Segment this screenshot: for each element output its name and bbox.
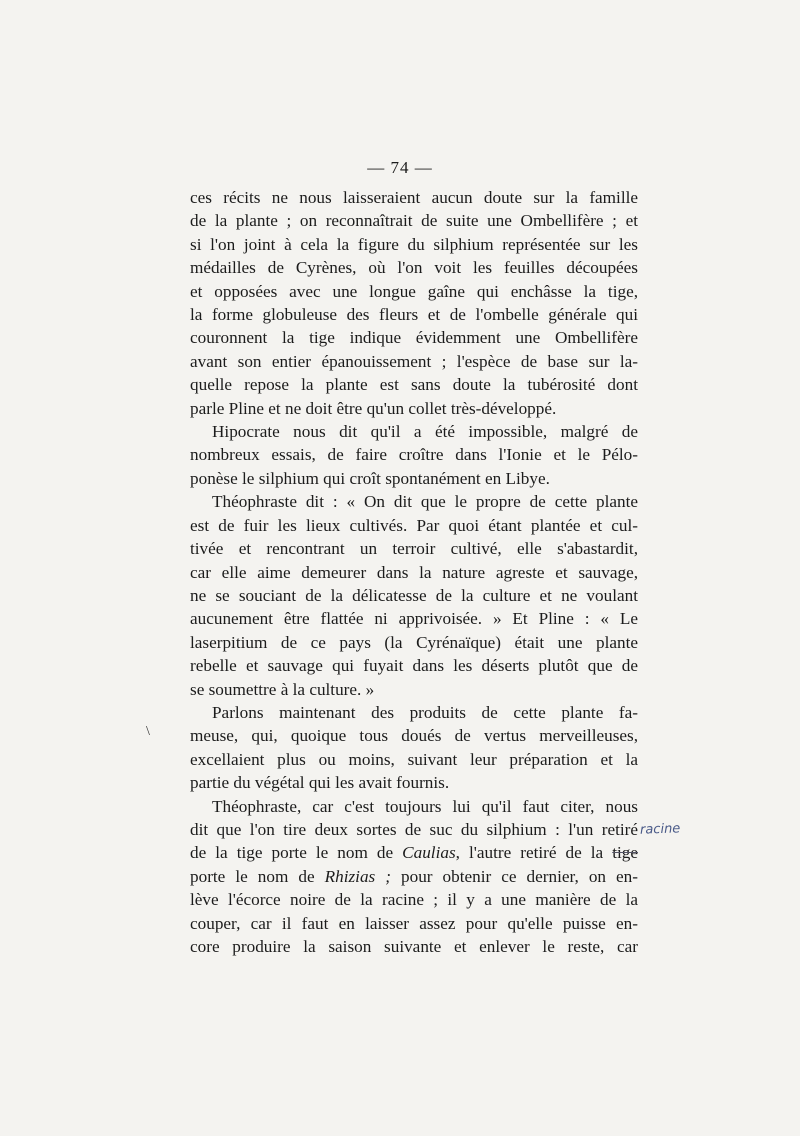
text-line: couper, car il faut en laisser assez pour qu'elle puisse en- bbox=[190, 913, 638, 933]
text-line: tivée et rencontrant un terroir cultivé, elle s'abastardit, bbox=[190, 539, 638, 559]
text-line: car elle aime demeurer dans la nature agreste et sauvage, bbox=[190, 562, 638, 582]
text-segment: porte le nom de bbox=[190, 866, 325, 886]
text-line: meuse, qui, quoique tous doués de vertus merveilleuses, bbox=[190, 726, 638, 746]
text-line: si l'on joint à cela la figure du silphium représentée sur les bbox=[190, 234, 638, 254]
text-line: rebelle et sauvage qui fuyait dans les déserts plutôt que de bbox=[190, 656, 638, 676]
text-line: Théophraste, car c'est toujours lui qu'il faut citer, nous bbox=[212, 796, 638, 816]
text-line: dit que l'on tire deux sortes de suc du silphium : l'un retiré bbox=[190, 819, 638, 839]
paragraph-5 bbox=[190, 795, 638, 959]
body-text bbox=[190, 186, 638, 958]
stray-ink-mark: \ bbox=[146, 724, 150, 739]
text-line: de la plante ; on reconnaîtrait de suite une Ombellifère ; et bbox=[190, 211, 638, 231]
struck-word-tige: tige bbox=[612, 843, 638, 863]
text-segment: de la tige porte le nom de bbox=[190, 843, 403, 863]
text-line: partie du végétal qui les avait fournis. bbox=[190, 773, 450, 793]
text-line: ne se souciant de la délicatesse de la culture et ne voulant bbox=[190, 585, 638, 605]
text-line: ponèse le silphium qui croît spontanément en Libye. bbox=[190, 468, 550, 488]
paragraph-1 bbox=[190, 186, 638, 420]
text-line: core produire la saison suivante et enlever le reste, car bbox=[190, 937, 638, 956]
text-line-caulias bbox=[190, 841, 638, 864]
term-caulias: Caulias bbox=[402, 843, 456, 863]
paragraph-2 bbox=[190, 420, 638, 490]
text-line: aucunement être flattée ni apprivoisée. » Et Pline : « Le bbox=[190, 609, 638, 629]
paragraph-3 bbox=[190, 490, 638, 701]
text-line: Parlons maintenant des produits de cette plante fa- bbox=[212, 702, 638, 722]
text-line: ces récits ne nous laisseraient aucun doute sur la famille bbox=[190, 188, 638, 207]
text-line: Hipocrate nous dit qu'il a été impossible, malgré de bbox=[212, 422, 638, 442]
text-line: est de fuir les lieux cultivés. Par quoi étant plantée et cul- bbox=[190, 515, 638, 535]
text-line: la forme globuleuse des fleurs et de l'ombelle générale qui bbox=[190, 305, 638, 325]
text-segment: , l'autre retiré de la bbox=[455, 843, 613, 863]
text-line: parle Pline et ne doit être qu'un collet très-développé. bbox=[190, 398, 557, 418]
text-line: lève l'écorce noire de la racine ; il y a une manière de la bbox=[190, 890, 638, 910]
text-line: se soumettre à la culture. » bbox=[190, 679, 375, 699]
text-line-rhizias bbox=[190, 865, 638, 888]
text-segment: pour obtenir ce dernier, on en- bbox=[390, 866, 639, 886]
term-rhizias: Rhizias ; bbox=[324, 866, 391, 886]
paragraph-4 bbox=[190, 701, 638, 795]
text-line: couronnent la tige indique évidemment une Ombellifère bbox=[190, 328, 638, 348]
text-line: médailles de Cyrènes, où l'on voit les feuilles découpées bbox=[190, 258, 638, 278]
text-line: quelle repose la plante est sans doute la tubérosité dont bbox=[190, 375, 638, 395]
page-number: — 74 — bbox=[367, 158, 433, 177]
text-line: excellaient plus ou moins, suivant leur préparation et la bbox=[190, 749, 638, 769]
text-line: Théophraste dit : « On dit que le propre de cette plante bbox=[212, 492, 638, 512]
text-line: nombreux essais, de faire croître dans l'Ionie et le Pélo- bbox=[190, 445, 638, 465]
text-line: avant son entier épanouissement ; l'espèce de base sur la- bbox=[190, 351, 638, 371]
text-line: et opposées avec une longue gaîne qui enchâsse la tige, bbox=[190, 281, 638, 301]
handwritten-margin-note: racine bbox=[639, 821, 681, 838]
text-line: laserpitium de ce pays (la Cyrénaïque) était une plante bbox=[190, 632, 638, 652]
